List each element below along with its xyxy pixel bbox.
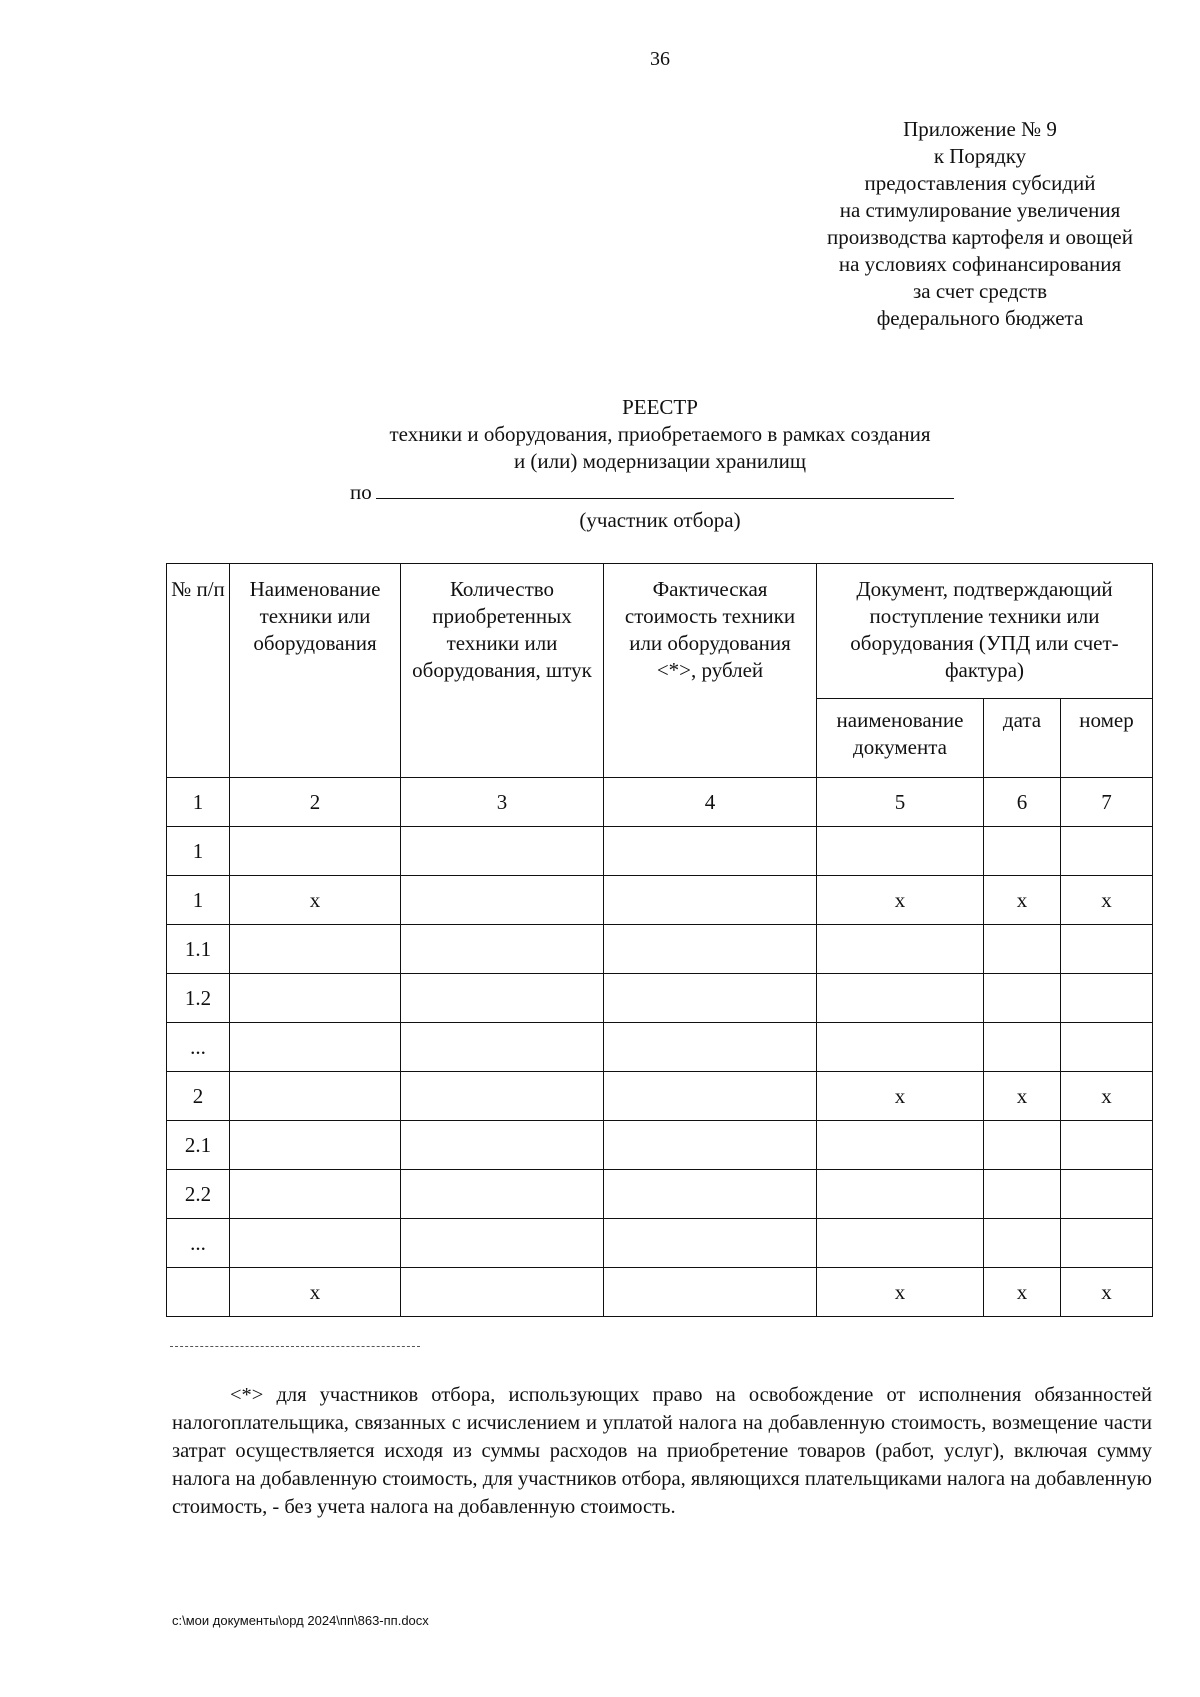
- table-cell: 1: [167, 876, 230, 925]
- header-cost: Фактическая стоимость техники или оборудования <*>, рублей: [604, 564, 817, 778]
- table-cell: [230, 974, 401, 1023]
- table-cell: [604, 974, 817, 1023]
- table-cell: [1061, 925, 1153, 974]
- table-cell: 2: [230, 778, 401, 827]
- table-cell: x: [1061, 1072, 1153, 1121]
- table-cell: [984, 974, 1061, 1023]
- table-cell: ...: [167, 1023, 230, 1072]
- table-cell: x: [817, 1268, 984, 1317]
- appendix-line: предоставления субсидий: [864, 171, 1096, 195]
- table-cell: [817, 974, 984, 1023]
- appendix-line: на стимулирование увеличения: [839, 198, 1121, 222]
- participant-line: [350, 478, 954, 505]
- table-row: [167, 974, 1153, 1023]
- table-cell: [230, 925, 401, 974]
- table-cell: [401, 974, 604, 1023]
- table-cell: [604, 1219, 817, 1268]
- table-cell: [230, 1072, 401, 1121]
- table-row: [167, 1121, 1153, 1170]
- table-cell: x: [817, 876, 984, 925]
- table-cell: [817, 1023, 984, 1072]
- registry-title: [300, 394, 1020, 475]
- table-cell: 4: [604, 778, 817, 827]
- table-cell: [401, 1121, 604, 1170]
- appendix-line: к Порядку: [933, 144, 1027, 168]
- table-cell: x: [230, 876, 401, 925]
- registry-subtitle-line1: техники и оборудования, приобретаемого в рамках создания: [389, 422, 931, 446]
- table-row: [167, 876, 1153, 925]
- table-cell: [401, 827, 604, 876]
- table-cell: 2.1: [167, 1121, 230, 1170]
- table-cell: 3: [401, 778, 604, 827]
- table-row: [167, 1072, 1153, 1121]
- table-cell: [984, 925, 1061, 974]
- table-cell: [984, 1219, 1061, 1268]
- table-cell: [401, 876, 604, 925]
- table-cell: [230, 1219, 401, 1268]
- table-cell: [1061, 1170, 1153, 1219]
- table-row: [167, 925, 1153, 974]
- footnote-divider: [170, 1346, 420, 1347]
- table-cell: [604, 1268, 817, 1317]
- table-cell: [604, 1121, 817, 1170]
- table-cell: [817, 1121, 984, 1170]
- table-cell: [1061, 827, 1153, 876]
- table-cell: [604, 876, 817, 925]
- table-cell: [984, 1170, 1061, 1219]
- table-row: [167, 1268, 1153, 1317]
- table-cell: [230, 827, 401, 876]
- table-cell: [604, 1072, 817, 1121]
- registry-heading: РЕЕСТР: [622, 395, 698, 419]
- appendix-line: федерального бюджета: [876, 306, 1084, 330]
- table-cell: x: [984, 1072, 1061, 1121]
- appendix-block: [770, 116, 1190, 332]
- appendix-line: за счет средств: [912, 279, 1048, 303]
- table-cell: [604, 1170, 817, 1219]
- table-row: [167, 1219, 1153, 1268]
- table-cell: [401, 925, 604, 974]
- appendix-line: производства картофеля и овощей: [827, 225, 1133, 249]
- page-number: 36: [650, 48, 670, 70]
- table-cell: [230, 1170, 401, 1219]
- table-cell: ...: [167, 1219, 230, 1268]
- table-cell: [604, 827, 817, 876]
- table-cell: [817, 827, 984, 876]
- table-cell: [1061, 1023, 1153, 1072]
- table-cell: [1061, 974, 1153, 1023]
- header-name: Наименование техники или оборудования: [230, 564, 401, 778]
- table-cell: [817, 925, 984, 974]
- table-cell: [401, 1072, 604, 1121]
- participant-caption: (участник отбора): [579, 508, 741, 532]
- table-cell: [984, 1121, 1061, 1170]
- registry-subtitle-line2: и (или) модернизации хранилищ: [513, 449, 807, 473]
- table-cell: [1061, 1121, 1153, 1170]
- table-cell: 2: [167, 1072, 230, 1121]
- table-cell: [604, 925, 817, 974]
- table-cell: 1.1: [167, 925, 230, 974]
- table-cell: 5: [817, 778, 984, 827]
- table-row: [167, 778, 1153, 827]
- table-cell: 1: [167, 778, 230, 827]
- table-cell: x: [1061, 1268, 1153, 1317]
- table-cell: [1061, 1219, 1153, 1268]
- header-date: дата: [984, 699, 1061, 778]
- table-cell: [984, 827, 1061, 876]
- table-row: [167, 1023, 1153, 1072]
- table-cell: [167, 1268, 230, 1317]
- table-cell: [401, 1219, 604, 1268]
- table-cell: [230, 1121, 401, 1170]
- file-path-footer: c:\мои документы\орд 2024\пп\863-пп.docx: [172, 1613, 429, 1628]
- table-cell: [401, 1170, 604, 1219]
- table-cell: [604, 1023, 817, 1072]
- table-cell: [230, 1023, 401, 1072]
- table-cell: 7: [1061, 778, 1153, 827]
- table-cell: x: [817, 1072, 984, 1121]
- table-cell: x: [984, 1268, 1061, 1317]
- registry-table: [166, 563, 1153, 1317]
- participant-prefix: по: [350, 480, 372, 504]
- table-cell: x: [230, 1268, 401, 1317]
- appendix-line: на условиях софинансирования: [838, 252, 1122, 276]
- table-row: [167, 827, 1153, 876]
- header-number: № п/п: [167, 564, 230, 778]
- header-quantity: Количество приобретенных техники или оборудования, штук: [401, 564, 604, 778]
- header-doc-number: номер: [1061, 699, 1153, 778]
- table-cell: [984, 1023, 1061, 1072]
- table-cell: 2.2: [167, 1170, 230, 1219]
- table-cell: 1: [167, 827, 230, 876]
- table-cell: [401, 1268, 604, 1317]
- appendix-line: Приложение № 9: [903, 117, 1057, 141]
- table-row: [167, 1170, 1153, 1219]
- table-cell: x: [1061, 876, 1153, 925]
- table-cell: 1.2: [167, 974, 230, 1023]
- table-cell: 6: [984, 778, 1061, 827]
- table-cell: x: [984, 876, 1061, 925]
- participant-blank[interactable]: [376, 478, 954, 499]
- header-document-group: Документ, подтверждающий поступление техники или оборудования (УПД или счет-фактура): [817, 564, 1153, 699]
- table-cell: [817, 1219, 984, 1268]
- table-cell: [401, 1023, 604, 1072]
- table-cell: [817, 1170, 984, 1219]
- header-document-name: наименование документа: [817, 699, 984, 778]
- footnote-text: <*> для участников отбора, использующих право на освобождение от исполнения обязанностей налогоплательщика, связанных с исчислением и уплатой налога на добавленную стоимость, возмещение части затрат осуществляется исходя из суммы расходов на приобретение товаров (работ, услуг), включая сумму налога на добавленную стоимость, для участников отбора, являющихся плательщиками налога на добавленную стоимость, - без учета налога на добавленную стоимость.: [172, 1384, 1152, 1518]
